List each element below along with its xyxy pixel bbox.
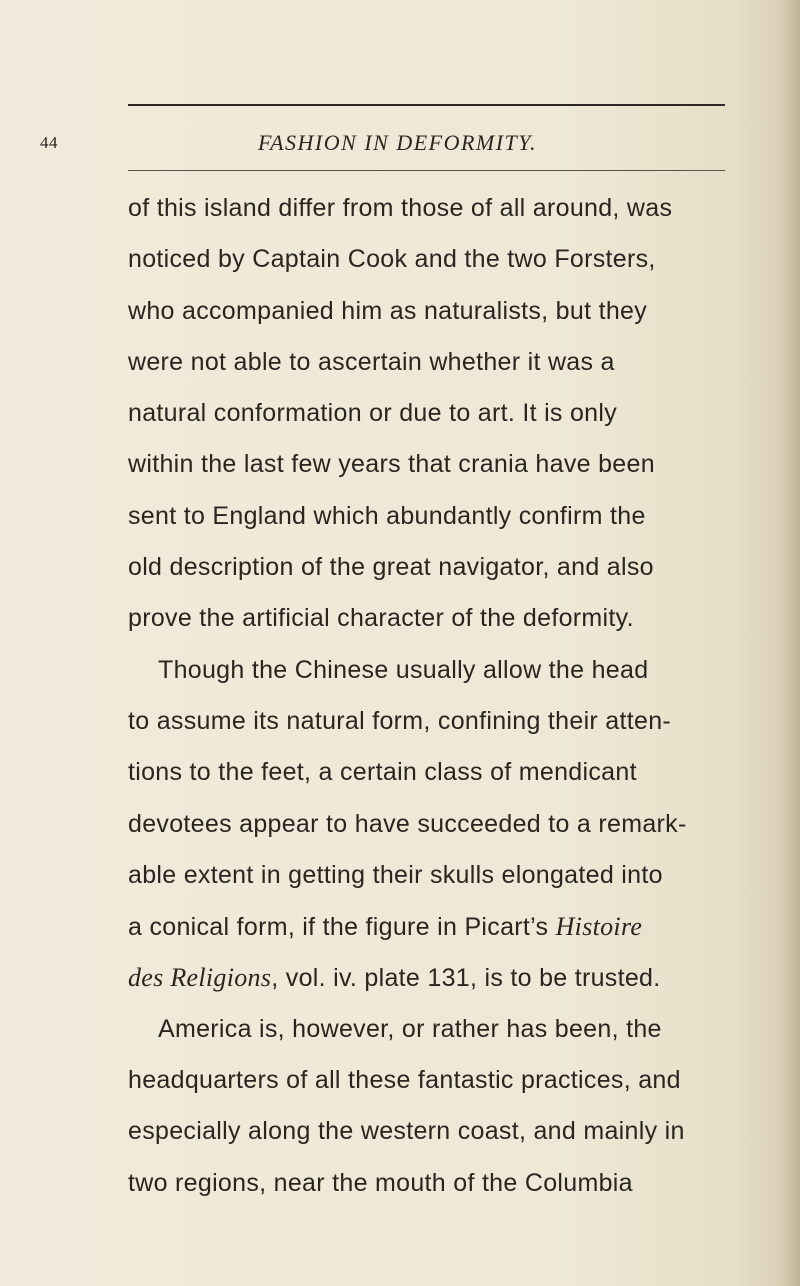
text-line: within the last few years that crania have been bbox=[128, 450, 655, 479]
header-rule-bottom bbox=[128, 170, 725, 171]
text-segment: a conical form, if the figure in Picart’s bbox=[128, 913, 556, 942]
text-line bbox=[128, 952, 768, 1003]
text-line: natural conformation or due to art. It is only bbox=[128, 399, 618, 428]
page-edge-shadow bbox=[778, 0, 800, 1286]
text-line: tions to the feet, a certain class of mendicant bbox=[128, 758, 637, 787]
text-line: devotees appear to have succeeded to a remark- bbox=[128, 809, 687, 838]
header-rule-top bbox=[128, 104, 725, 106]
page-number: 44 bbox=[40, 133, 58, 152]
text-line: sent to England which abundantly confirm the bbox=[128, 501, 646, 530]
text-segment: , vol. iv. plate 131, is to be trusted. bbox=[271, 964, 661, 993]
text-line: old description of the great navigator, and also bbox=[128, 553, 654, 582]
text-line: of this island differ from those of all around, was bbox=[128, 194, 673, 222]
text-line: were not able to ascertain whether it was a bbox=[128, 347, 615, 376]
text-line: to assume its natural form, confining their atten- bbox=[128, 706, 672, 735]
paragraph-start-line: Though the Chinese usually allow the head bbox=[158, 655, 649, 684]
text-line: headquarters of all these fantastic practices, and bbox=[128, 1066, 681, 1095]
text-line: two regions, near the mouth of the Columbia bbox=[128, 1168, 633, 1197]
text-line: who accompanied him as naturalists, but they bbox=[128, 296, 648, 325]
text-line bbox=[128, 901, 768, 952]
paragraph-start-line: America is, however, or rather has been, the bbox=[158, 1014, 662, 1043]
text-line: noticed by Captain Cook and the two Forsters, bbox=[128, 245, 656, 274]
body-text bbox=[128, 183, 768, 1209]
text-line: able extent in getting their skulls elongated into bbox=[128, 860, 663, 889]
text-line: prove the artificial character of the deformity. bbox=[128, 604, 634, 633]
text-line: especially along the western coast, and mainly in bbox=[128, 1117, 685, 1146]
running-head: FASHION IN DEFORMITY. bbox=[258, 130, 538, 155]
book-title-italic: Histoire bbox=[555, 912, 643, 942]
book-title-italic: des Religions bbox=[128, 963, 272, 993]
